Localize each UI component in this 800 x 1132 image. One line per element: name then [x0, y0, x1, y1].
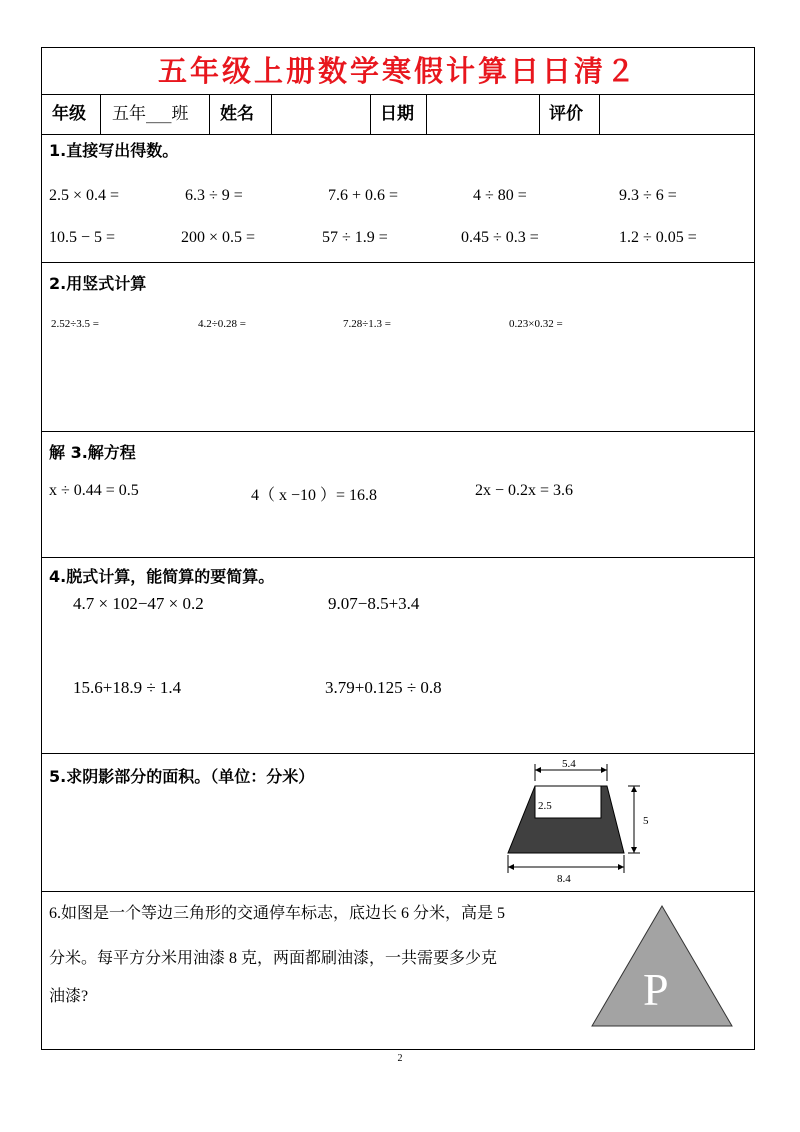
problem-1-8: 57 ÷ 1.9 =: [322, 229, 388, 246]
grade-label: 年级: [52, 104, 86, 124]
label-bottom: 8.4: [557, 873, 571, 885]
equation-1: x ÷ 0.44 = 0.5: [49, 482, 139, 499]
divider: [370, 94, 371, 134]
problem-2-2: 4.2÷0.28 =: [198, 318, 246, 330]
divider: [42, 557, 754, 558]
trapezoid-figure: [497, 755, 657, 885]
divider: [42, 262, 754, 263]
calc-2: 9.07−8.5+3.4: [328, 594, 420, 613]
grade-value: 五年___班: [112, 104, 189, 124]
section-3-title: 解 3.解方程: [49, 443, 136, 462]
problem-6-line-1: 6.如图是一个等边三角形的交通停车标志，底边长 6 分米，高是 5: [49, 905, 506, 922]
section-2-title: 2.用竖式计算: [49, 274, 147, 293]
divider: [42, 134, 754, 135]
divider: [539, 94, 540, 134]
problem-1-5: 9.3 ÷ 6 =: [619, 187, 677, 204]
problem-1-2: 6.3 ÷ 9 =: [185, 187, 243, 204]
section-5-title: 5.求阴影部分的面积。（单位：分米）: [49, 767, 315, 786]
label-inner: 2.5: [538, 800, 552, 812]
date-label: 日期: [380, 104, 414, 124]
problem-2-1: 2.52÷3.5 =: [51, 318, 99, 330]
problem-1-3: 7.6 + 0.6 =: [328, 187, 399, 204]
label-top: 5.4: [562, 758, 576, 770]
calc-4: 3.79+0.125 ÷ 0.8: [325, 678, 442, 697]
divider: [100, 94, 101, 134]
divider: [599, 94, 600, 134]
divider: [271, 94, 272, 134]
section-1-title: 1.直接写出得数。: [49, 141, 179, 160]
problem-1-7: 200 × 0.5 =: [181, 229, 256, 246]
problem-1-6: 10.5 − 5 =: [49, 229, 116, 246]
page-number: 2: [397, 1053, 403, 1064]
problem-1-1: 2.5 × 0.4 =: [49, 187, 120, 204]
problem-1-4: 4 ÷ 80 =: [473, 187, 527, 204]
label-height: 5: [643, 815, 649, 827]
worksheet: [41, 47, 755, 1050]
problem-2-4: 0.23×0.32 =: [509, 318, 563, 330]
eval-label: 评价: [549, 104, 583, 124]
name-label: 姓名: [220, 104, 254, 124]
calc-1: 4.7 × 102−47 × 0.2: [73, 594, 204, 613]
problem-6-line-2: 分米。每平方分米用油漆 8 克，两面都刷油漆，一共需要多少克: [49, 950, 498, 967]
sign-letter: P: [643, 964, 669, 1015]
divider: [209, 94, 210, 134]
section-4-title: 4.脱式计算，能简算的要简算。: [49, 567, 275, 586]
problem-1-9: 0.45 ÷ 0.3 =: [461, 229, 539, 246]
problem-6-line-3: 油漆?: [49, 988, 89, 1005]
divider: [42, 431, 754, 432]
page-title: 五年级上册数学寒假计算日日清２: [157, 54, 638, 88]
equation-3: 2x − 0.2x = 3.6: [475, 482, 574, 499]
divider: [42, 753, 754, 754]
equation-2: 4（ x −10 ）= 16.8: [251, 487, 378, 504]
stop-sign-triangle: [587, 903, 737, 1029]
problem-1-10: 1.2 ÷ 0.05 =: [619, 229, 697, 246]
calc-3: 15.6+18.9 ÷ 1.4: [73, 678, 182, 697]
problem-2-3: 7.28÷1.3 =: [343, 318, 391, 330]
divider: [426, 94, 427, 134]
